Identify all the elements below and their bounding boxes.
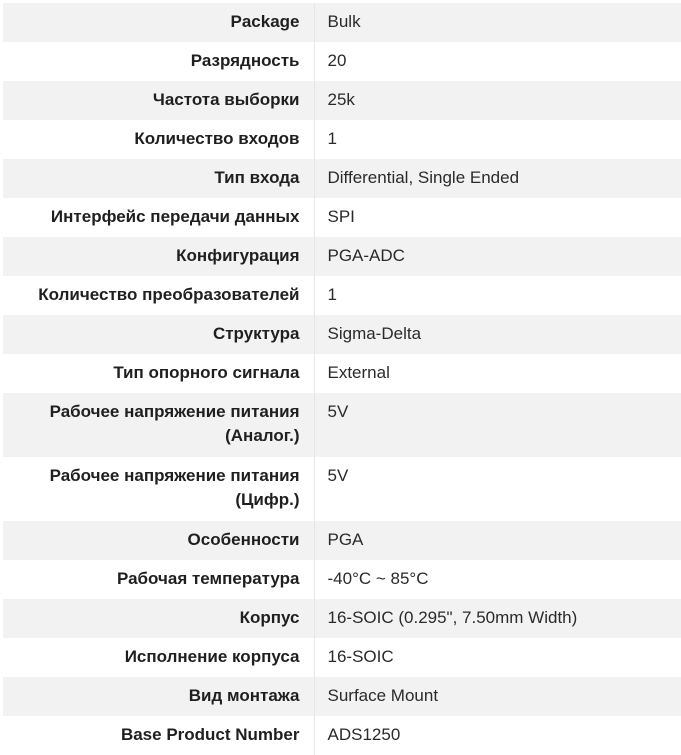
- spec-row-package: [3, 3, 681, 42]
- spec-value: 1: [314, 276, 681, 315]
- spec-row-operating-temperature: [3, 560, 681, 599]
- spec-value: 25k: [314, 81, 681, 120]
- spec-label: Рабочее напряжение питания (Аналог.): [3, 393, 314, 457]
- spec-value: 16-SOIC: [314, 638, 681, 677]
- spec-table-body: [3, 3, 681, 755]
- spec-value: ADS1250: [314, 716, 681, 755]
- spec-label: Вид монтажа: [3, 677, 314, 716]
- spec-value: 20: [314, 42, 681, 81]
- spec-label: Количество входов: [3, 120, 314, 159]
- spec-label: Base Product Number: [3, 716, 314, 755]
- spec-label: Особенности: [3, 521, 314, 560]
- spec-row-sample-rate: [3, 81, 681, 120]
- spec-value: Differential, Single Ended: [314, 159, 681, 198]
- spec-row-architecture: [3, 315, 681, 354]
- spec-label: Исполнение корпуса: [3, 638, 314, 677]
- spec-label: Рабочее напряжение питания (Цифр.): [3, 457, 314, 521]
- spec-label: Частота выборки: [3, 81, 314, 120]
- spec-label: Разрядность: [3, 42, 314, 81]
- spec-table: [3, 3, 681, 755]
- spec-label: Тип входа: [3, 159, 314, 198]
- spec-value: SPI: [314, 198, 681, 237]
- spec-label: Конфигурация: [3, 237, 314, 276]
- spec-row-input-type: [3, 159, 681, 198]
- spec-label: Структура: [3, 315, 314, 354]
- spec-row-base-product-number: [3, 716, 681, 755]
- spec-value: Sigma-Delta: [314, 315, 681, 354]
- spec-value: PGA: [314, 521, 681, 560]
- spec-label: Тип опорного сигнала: [3, 354, 314, 393]
- spec-value: -40°C ~ 85°C: [314, 560, 681, 599]
- spec-row-data-interface: [3, 198, 681, 237]
- spec-value: 5V: [314, 457, 681, 521]
- spec-value: External: [314, 354, 681, 393]
- spec-value: Surface Mount: [314, 677, 681, 716]
- spec-row-mounting-type: [3, 677, 681, 716]
- spec-value: 1: [314, 120, 681, 159]
- spec-row-supply-voltage-analog: [3, 393, 681, 457]
- spec-row-bit-depth: [3, 42, 681, 81]
- spec-row-features: [3, 521, 681, 560]
- spec-row-reference-type: [3, 354, 681, 393]
- spec-label: Интерфейс передачи данных: [3, 198, 314, 237]
- spec-value: 16-SOIC (0.295", 7.50mm Width): [314, 599, 681, 638]
- spec-row-input-count: [3, 120, 681, 159]
- spec-row-supplier-package: [3, 638, 681, 677]
- spec-label: Корпус: [3, 599, 314, 638]
- spec-row-supply-voltage-digital: [3, 457, 681, 521]
- spec-row-converter-count: [3, 276, 681, 315]
- spec-row-package-case: [3, 599, 681, 638]
- spec-row-configuration: [3, 237, 681, 276]
- spec-value: PGA-ADC: [314, 237, 681, 276]
- spec-label: Рабочая температура: [3, 560, 314, 599]
- spec-value: Bulk: [314, 3, 681, 42]
- spec-label: Количество преобразователей: [3, 276, 314, 315]
- spec-label: Package: [3, 3, 314, 42]
- spec-value: 5V: [314, 393, 681, 457]
